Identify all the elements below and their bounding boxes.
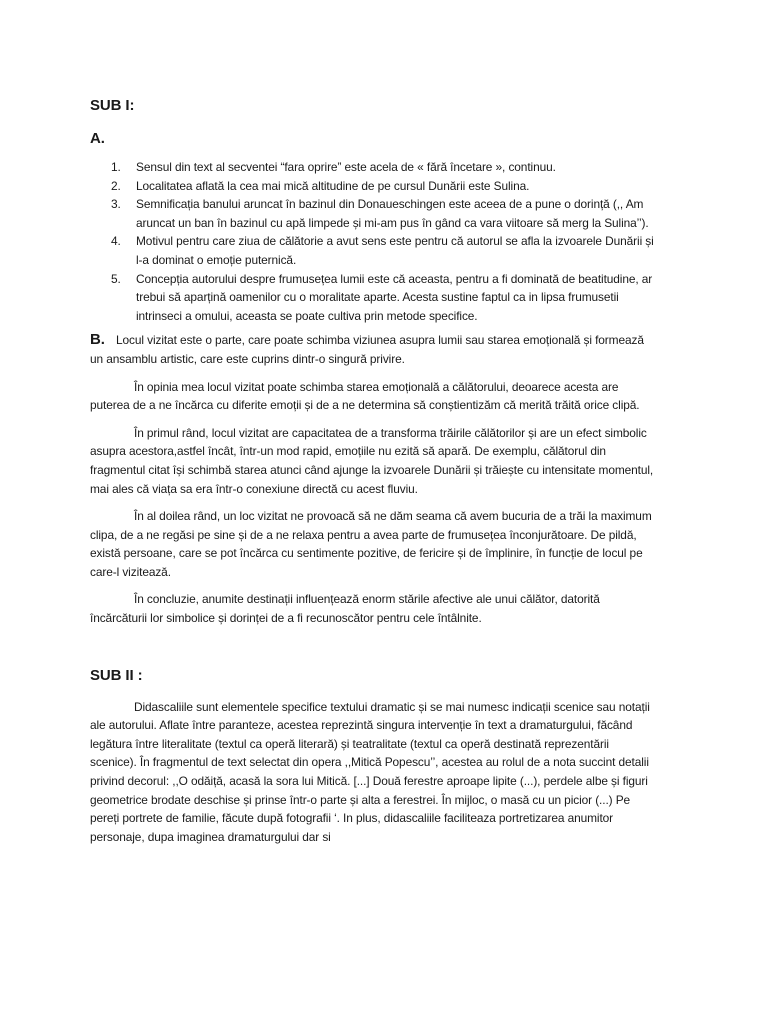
part-b-intro [90,331,656,368]
answer-number: 1. [111,160,121,174]
answer-text: Semnificația banului aruncat în bazinul din Donaueschingen este aceea de a pune o dorință (,, Am aruncat un ban în bazinul cu apă limpede și mi-am pus în gând ca vara viitoare să merg la Sulina’’). [136,197,649,230]
answer-text: Sensul din text al secventei “fara oprire” este acela de « fără încetare », continuu. [136,160,556,174]
answer-number: 2. [111,178,121,193]
answer-text: Motivul pentru care ziua de călătorie a avut sens este pentru că autorul se afla la izvoarele Dunării și l-a dominat o emoție puternică. [136,234,654,267]
sub2-paragraph: Didascaliile sunt elementele specifice textului dramatic și se mai numesc indicații scenice sau notații ale autorului. Aflate între paranteze, acestea reprezintă singura intervenție în text a dramaturgului, făcând legătura între literalitate (textul ca operă literară) și teatralitate (textul ca operă destinată reprezentării scenice). În fragmentul de text selectat din opera ,,Mitică Popescu’’, acestea au rolul de a nota succint detalii privind decorul: ,,O odăiță, acasă la sora lui Mitică. [...] Două ferestre aproape lipite (...), perdele albe și figuri geometrice brodate deschise și prinse într-o parte și alta a ferestrei. În mijloc, o masă cu un picior (...) Pe pereți portrete de familie, făcute după fotografii ‘. In plus, didascaliile faciliteaza portretizarea anumitor personaje, dupa imaginea dramaturgului dar si [90,699,650,844]
answer-text: Concepția autorului despre frumusețea lumii este că aceasta, pentru a fi dominată de beatitudine, ar trebui să aparțină oamenilor cu o moralitate aparte. Acesta sustine faptul ca in lipsa frumusetii intrinseci a omului, aceasta se poate cultiva prin metode specifice. [136,271,653,323]
essay-paragraph: În opinia mea locul vizitat poate schimba starea emoțională a călătorului, deoarece acesta are puterea de a ne încărca cu diferite emoții și de a ne determina să conștientizăm că merită trăită orice clipă. [90,379,640,413]
part-a-heading: A. [90,130,105,147]
essay-paragraph: În primul rând, locul vizitat are capacitatea de a transforma trăirile călătorilor și are un efect simbolic asupra acestora,astfel încât, într-un mod rapid, emoțiile nu ezită să apară. De exemplu, călătorul din fragmentul citat își schimbă starea atunci când ajunge la izvoarele Dunării și trăiește cu intensitate momentul, mai ales că viața sa era într-o conexiune directă cu acest fluviu. [90,425,654,496]
answers-list [90,158,656,325]
answer-item [111,232,656,269]
part-b-intro-text: Locul vizitat este o parte, care poate schimba viziunea asupra lumii sau starea emoțională și formează un ansamblu artistic, care este cuprins dintr-o singură privire. [90,333,644,366]
part-b-heading: B. [90,331,105,349]
sub1-heading: SUB I: [90,97,135,114]
answer-item [111,177,656,196]
answer-number: 3. [111,197,121,212]
answer-item [111,158,656,177]
essay-paragraph: În al doilea rând, un loc vizitat ne provoacă să ne dăm seama că avem bucuria de a trăi la maximum clipa, de a ne regăsi pe sine și de a ne relaxa pentru a avea parte de frumusețea înconjurătoare. De pildă, există persoane, care se pot încărca cu sentimente pozitive, de fericire și de împlinire, în funcție de locul pe care-l vizitează. [90,509,652,579]
essay-paragraph: În concluzie, anumite destinații influențează enorm stările afective ale unui călător, datorită încărcăturii lor simbolice și dorinței de a fi recunoscător pentru cele întâlnite. [90,592,600,626]
answer-item [111,270,656,326]
answer-number: 4. [111,234,121,249]
answer-text: Localitatea aflată la cea mai mică altitudine de pe cursul Dunării este Sulina. [136,178,530,193]
sub2-heading: SUB II : [90,666,143,684]
answer-number: 5. [111,271,121,286]
answer-item [111,195,656,232]
